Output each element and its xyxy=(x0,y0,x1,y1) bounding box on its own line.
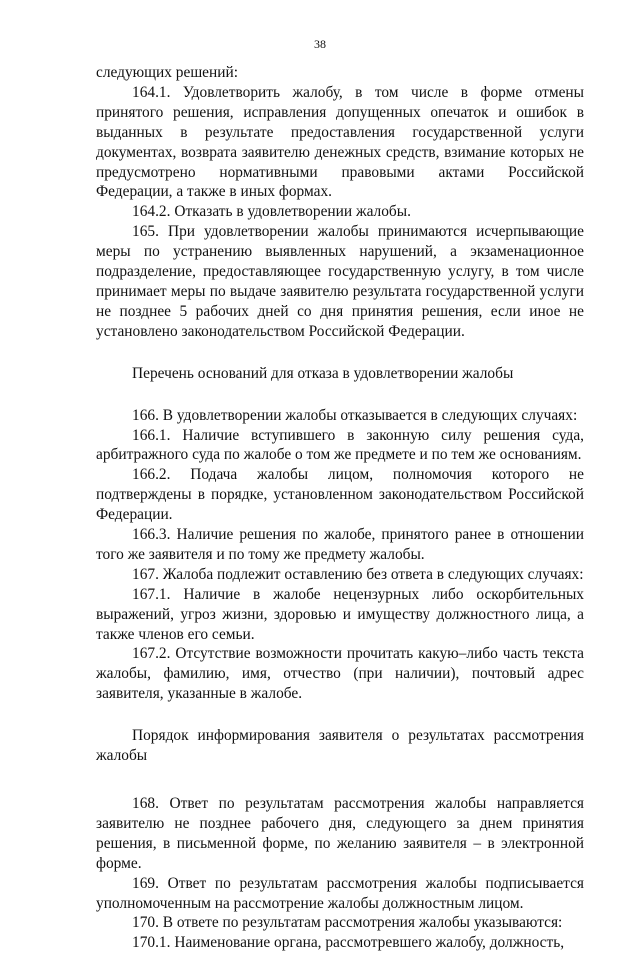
spacer xyxy=(96,704,584,726)
spacer xyxy=(96,342,584,364)
paragraph-166-2: 166.2. Подача жалобы лицом, полномочия которого не подтверждены в порядке, установленном законодательством Российской Федерации. xyxy=(96,466,584,524)
paragraph-167-1: 167.1. Наличие в жалобе нецензурных либо оскорбительных выражений, угроз жизни, здоровью и имуществу должностного лица, а также членов его семьи. xyxy=(96,585,584,643)
paragraph-170: 170. В ответе по результатам рассмотрения жалобы указываются: xyxy=(132,914,563,932)
paragraph-169: 169. Ответ по результатам рассмотрения жалобы подписывается уполномоченным на рассмотрение жалобы должностным лицом. xyxy=(96,874,584,912)
paragraph-164-1: 164.1. Удовлетворить жалобу, в том числе в форме отмены принятого решения, исправления допущенных опечаток и ошибок в выданных в результате предоставления государственной услуги документах, возврата заявителю денежных средств, взимание которых не предусмотрено нормативными правовыми актами Российской Федерации, а также в иных формах. xyxy=(96,83,584,201)
paragraph-166-3: 166.3. Наличие решения по жалобе, принятого ранее в отношении того же заявителя и по тому же предмету жалобы. xyxy=(96,526,584,563)
paragraph-170-1: 170.1. Наименование органа, рассмотревшего жалобу, должность, xyxy=(132,934,565,952)
spacer xyxy=(96,384,584,406)
page-number: 38 xyxy=(314,37,326,51)
paragraph-166: 166. В удовлетворении жалобы отказывается в следующих случаях: xyxy=(132,406,578,424)
paragraph-168: 168. Ответ по результатам рассмотрения жалобы направляется заявителю не позднее рабочего дня, следующего за днем принятия решения, в письменной форме, по желанию заявителя – в электронной форме. xyxy=(96,795,584,872)
paragraph-165: 165. При удовлетворении жалобы принимаются исчерпывающие меры по устранению выявленных нарушений, а экзаменационное подразделение, предоставляющее государственную услугу, в том числе принимает меры по выдаче заявителю результата государственной услуги не позднее 5 рабочих дней со дня принятия решения, если иное не установлено законодательством Российской Федерации. xyxy=(96,223,584,340)
document-body xyxy=(96,63,584,953)
paragraph-167-2: 167.2. Отсутствие возможности прочитать какую–либо часть текста жалобы, фамилию, имя, отчество (при наличии), почтовый адрес заявителя, указанные в жалобе. xyxy=(96,645,584,703)
paragraph-164-2: 164.2. Отказать в удовлетворении жалобы. xyxy=(132,203,411,221)
spacer xyxy=(96,766,584,794)
paragraph-167: 167. Жалоба подлежит оставлению без ответа в следующих случаях: xyxy=(132,565,584,583)
section-heading-informing: Порядок информирования заявителя о результатах рассмотрения жалобы xyxy=(96,727,584,765)
section-heading-refusal-grounds: Перечень оснований для отказа в удовлетворении жалобы xyxy=(132,364,514,382)
paragraph-166-1: 166.1. Наличие вступившего в законную силу решения суда, арбитражного суда по жалобе о том же предмете и по тем же основаниям. xyxy=(96,426,584,464)
paragraph-continuation: следующих решений: xyxy=(96,64,238,81)
